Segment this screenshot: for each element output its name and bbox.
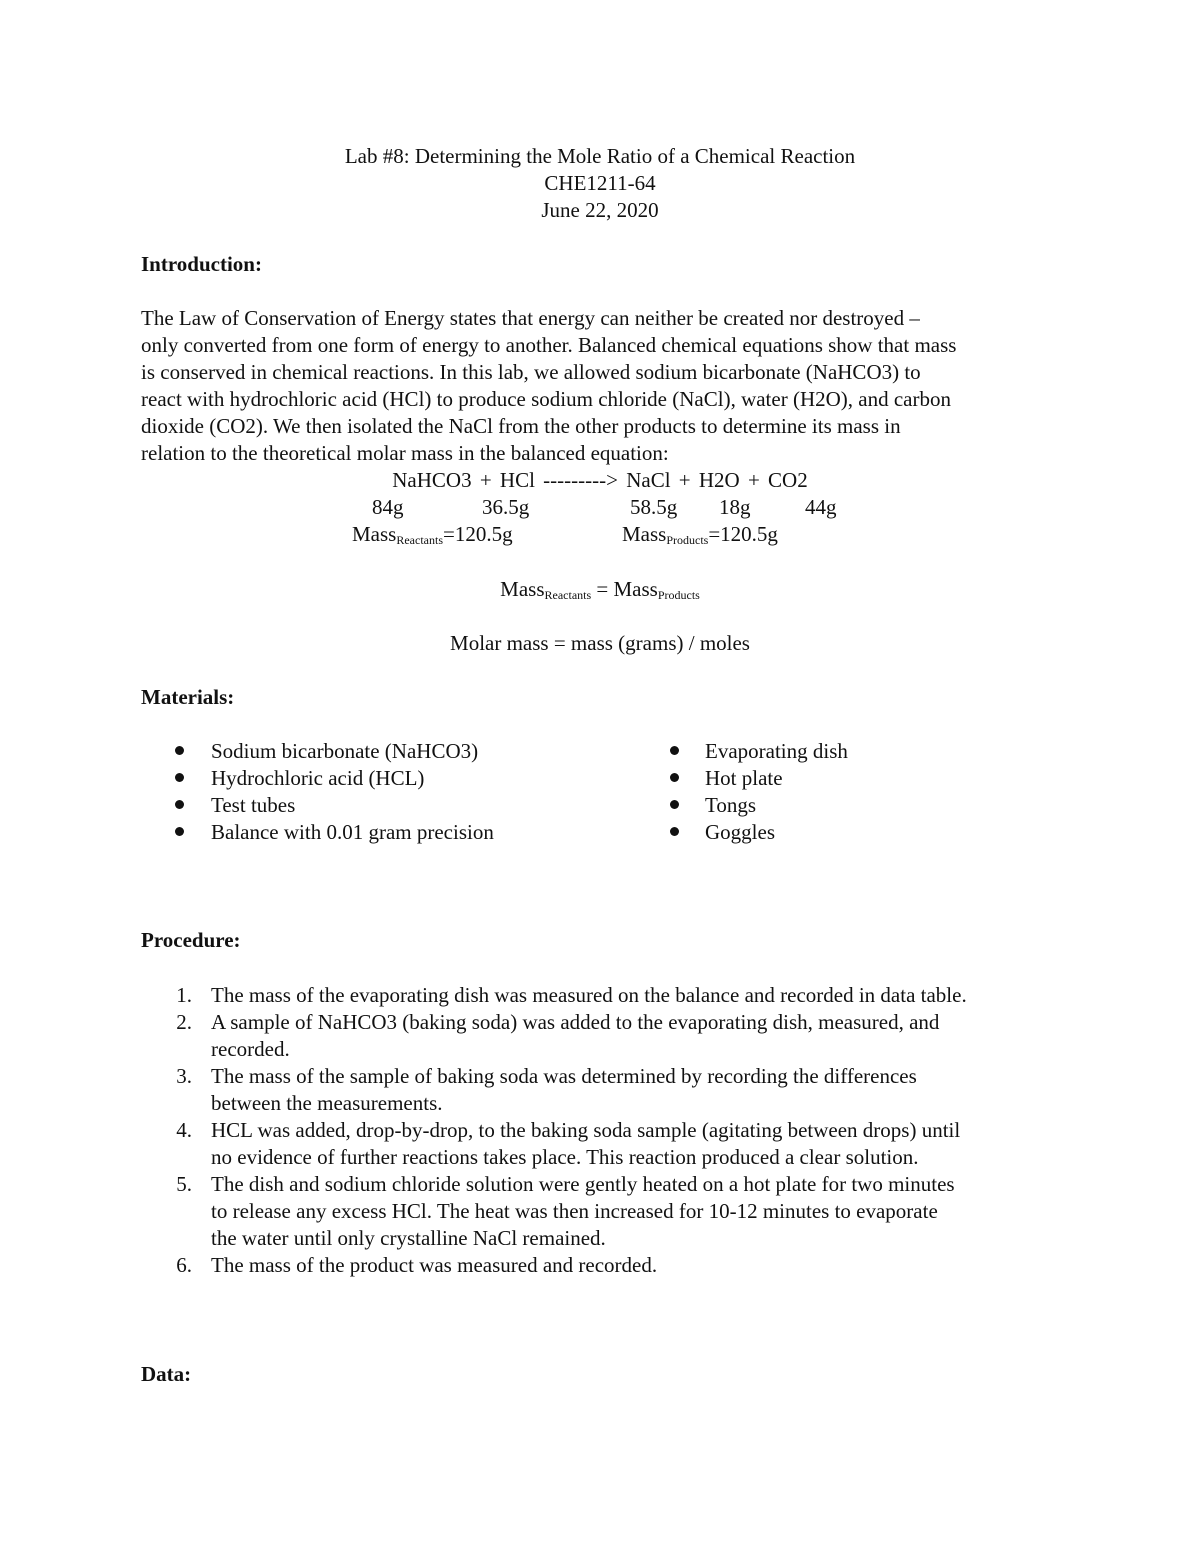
- mass-reactants-total: [352, 521, 513, 548]
- procedure-heading: Procedure:: [141, 928, 241, 952]
- material-item: Goggles: [705, 820, 775, 844]
- equals-sign: =: [591, 577, 614, 601]
- bullet-icon: [670, 827, 679, 836]
- materials-heading: Materials:: [141, 685, 235, 709]
- intro-line: dioxide (CO2). We then isolated the NaCl from the other products to determine its mass in: [141, 414, 901, 438]
- material-item: Tongs: [705, 793, 757, 817]
- intro-line: The Law of Conservation of Energy states that energy can neither be created nor destroyed –: [141, 306, 920, 330]
- mass-nacl: 58.5g: [630, 495, 678, 519]
- step-text: The mass of the evaporating dish was measured on the balance and recorded in data table.: [211, 983, 967, 1007]
- products-subscript: Products: [657, 588, 700, 602]
- bullet-icon: [175, 773, 184, 782]
- material-item: Hot plate: [705, 766, 783, 790]
- step-text: HCL was added, drop-by-drop, to the baking soda sample (agitating between drops) until: [211, 1118, 961, 1142]
- bullet-icon: [175, 827, 184, 836]
- mass-word: Mass: [500, 577, 545, 601]
- mass-hcl: 36.5g: [482, 495, 530, 519]
- intro-line: react with hydrochloric acid (HCl) to produce sodium chloride (NaCl), water (H2O), and carbon: [141, 387, 951, 411]
- material-item: Hydrochloric acid (HCL): [211, 766, 425, 790]
- reactants-subscript: Reactants: [396, 533, 443, 547]
- mass-co2: 44g: [805, 495, 837, 519]
- reactants-subscript: Reactants: [544, 588, 592, 602]
- intro-line: relation to the theoretical molar mass in the balanced equation:: [141, 441, 669, 465]
- molar-mass-formula: Molar mass = mass (grams) / moles: [450, 631, 750, 655]
- bullet-icon: [175, 746, 184, 755]
- bullet-icon: [670, 773, 679, 782]
- data-heading: Data:: [141, 1362, 192, 1386]
- step-number: 5.: [176, 1172, 192, 1196]
- step-number: 1.: [176, 983, 192, 1007]
- material-item: Test tubes: [211, 793, 296, 817]
- step-text: A sample of NaHCO3 (baking soda) was added to the evaporating dish, measured, and: [211, 1010, 940, 1034]
- mass-word: Mass: [613, 577, 658, 601]
- step-text: the water until only crystalline NaCl remained.: [211, 1226, 606, 1250]
- course-code: CHE1211-64: [544, 171, 656, 195]
- step-text: The dish and sodium chloride solution were gently heated on a hot plate for two minutes: [211, 1172, 955, 1196]
- step-text: no evidence of further reactions takes place. This reaction produced a clear solution.: [211, 1145, 919, 1169]
- step-text: to release any excess HCl. The heat was then increased for 10-12 minutes to evaporate: [211, 1199, 938, 1223]
- bullet-icon: [670, 746, 679, 755]
- step-number: 4.: [176, 1118, 192, 1142]
- introduction-heading: Introduction:: [141, 252, 262, 276]
- step-text: between the measurements.: [211, 1091, 443, 1115]
- mass-h2o: 18g: [719, 495, 751, 519]
- products-total-value: =120.5g: [708, 522, 778, 546]
- bullet-icon: [175, 800, 184, 809]
- balanced-equation: NaHCO3 + HCl ---------> NaCl + H2O + CO2: [392, 468, 808, 492]
- material-item: Balance with 0.01 gram precision: [211, 820, 494, 844]
- mass-word: Mass: [622, 522, 667, 546]
- step-number: 2.: [176, 1010, 192, 1034]
- step-number: 6.: [176, 1253, 192, 1277]
- introduction-paragraph: [141, 305, 1071, 467]
- mass-word: Mass: [352, 522, 397, 546]
- step-number: 3.: [176, 1064, 192, 1088]
- step-text: The mass of the sample of baking soda was determined by recording the differences: [211, 1064, 917, 1088]
- document-title: Lab #8: Determining the Mole Ratio of a Chemical Reaction: [344, 144, 856, 168]
- mass-products-total: [622, 521, 778, 548]
- intro-line: is conserved in chemical reactions. In this lab, we allowed sodium bicarbonate (NaHCO3) to: [141, 360, 921, 384]
- mass-conservation-equation: [0, 576, 1200, 603]
- step-text: The mass of the product was measured and recorded.: [211, 1253, 658, 1277]
- material-item: Evaporating dish: [705, 739, 848, 763]
- intro-line: only converted from one form of energy to another. Balanced chemical equations show that mass: [141, 333, 957, 357]
- mass-nahco3: 84g: [372, 495, 404, 519]
- document-date: June 22, 2020: [541, 198, 659, 222]
- material-item: Sodium bicarbonate (NaHCO3): [211, 739, 479, 763]
- products-subscript: Products: [666, 533, 709, 547]
- step-text: recorded.: [211, 1037, 290, 1061]
- reactants-total-value: =120.5g: [443, 522, 513, 546]
- bullet-icon: [670, 800, 679, 809]
